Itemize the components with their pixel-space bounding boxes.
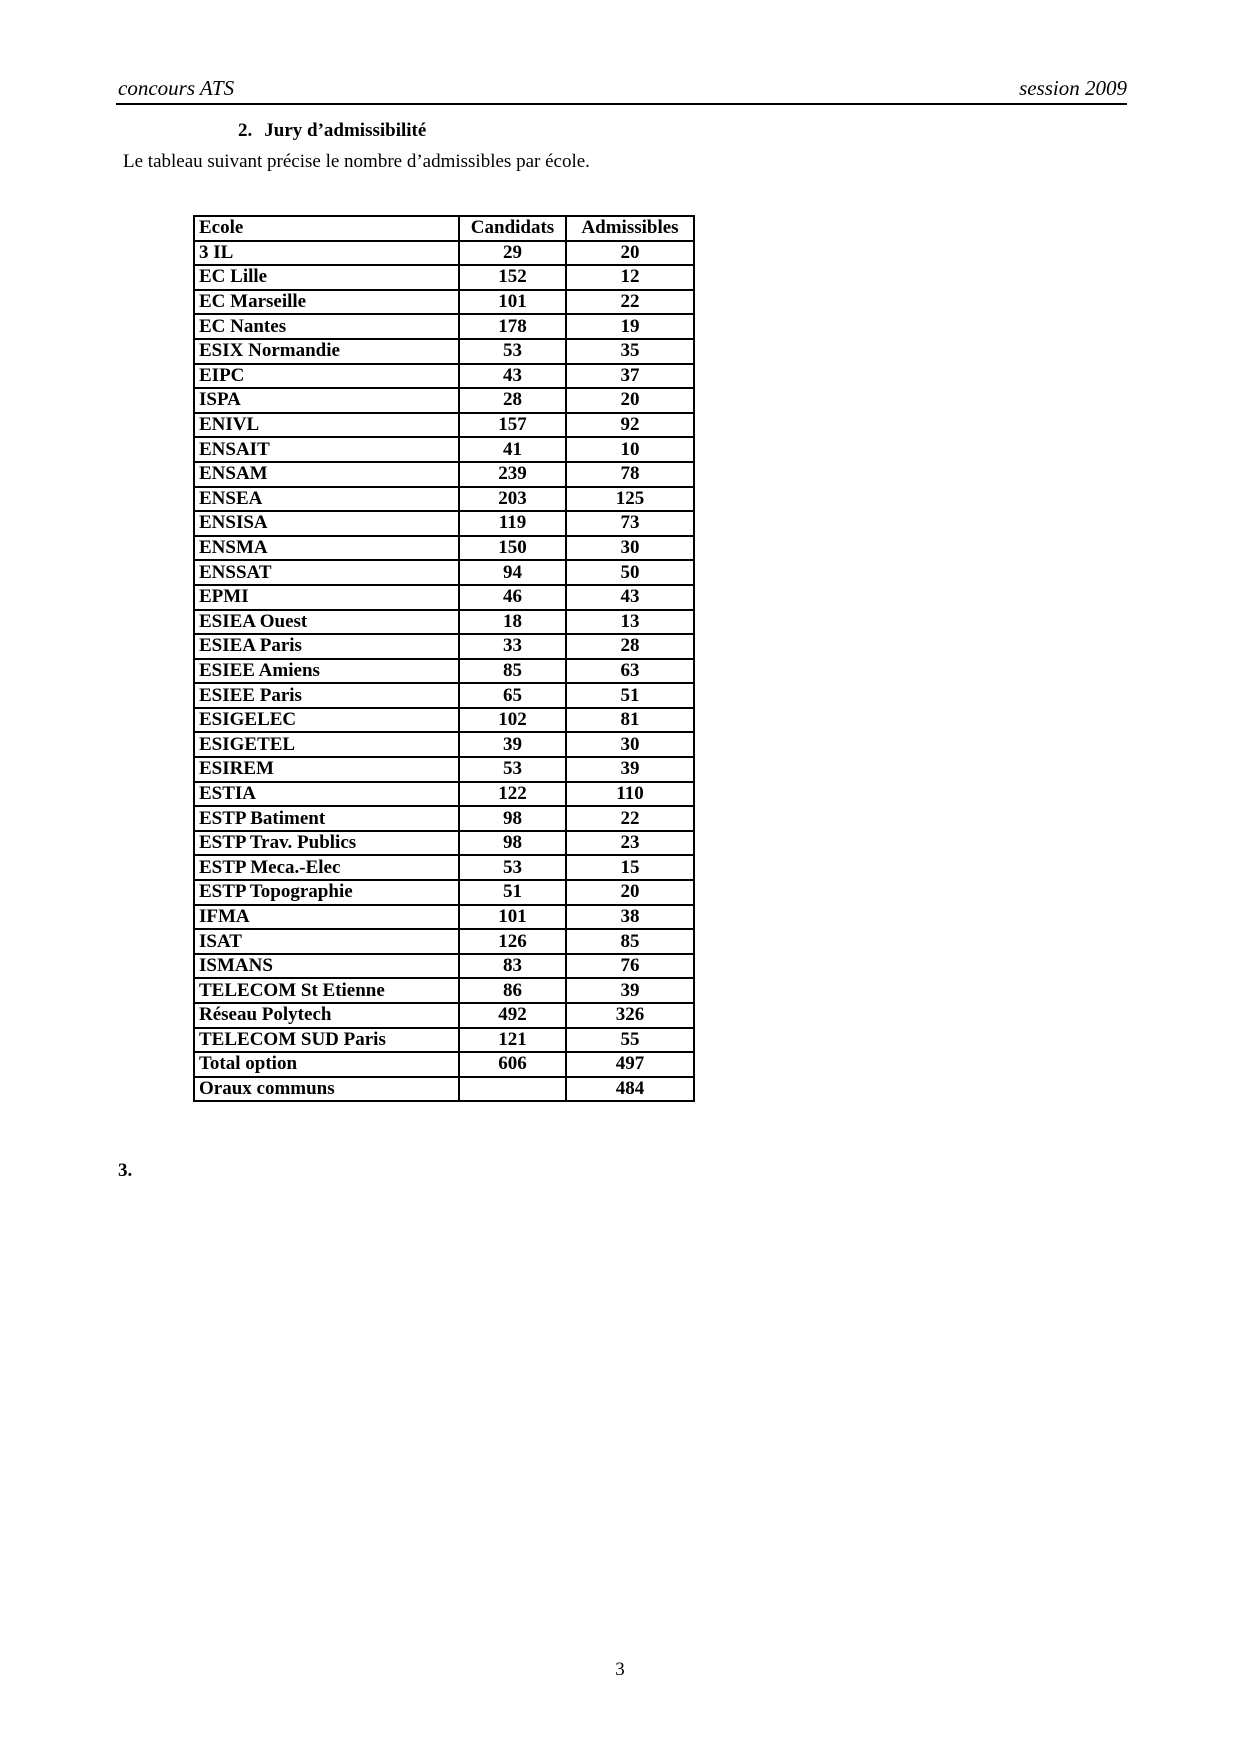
- cell-candidats: 51: [459, 880, 566, 905]
- cell-candidats: 606: [459, 1052, 566, 1077]
- table-row: [194, 732, 694, 757]
- cell-admissibles: 19: [566, 314, 694, 339]
- cell-candidats: 53: [459, 855, 566, 880]
- cell-admissibles: 30: [566, 536, 694, 561]
- table-row: [194, 339, 694, 364]
- cell-admissibles: 43: [566, 585, 694, 610]
- cell-candidats: 18: [459, 610, 566, 635]
- cell-candidats: 86: [459, 978, 566, 1003]
- cell-ecole: ISMANS: [194, 954, 459, 979]
- cell-admissibles: 22: [566, 806, 694, 831]
- cell-admissibles: 125: [566, 487, 694, 512]
- cell-admissibles: 20: [566, 241, 694, 266]
- page-number: 3: [615, 1659, 625, 1680]
- cell-admissibles: 10: [566, 437, 694, 462]
- table-row: [194, 806, 694, 831]
- cell-ecole: ESTP Trav. Publics: [194, 831, 459, 856]
- cell-admissibles: 30: [566, 732, 694, 757]
- cell-admissibles: 81: [566, 708, 694, 733]
- cell-candidats: 98: [459, 831, 566, 856]
- table-header-row: [194, 216, 694, 241]
- table-row: [194, 929, 694, 954]
- cell-ecole: EC Lille: [194, 265, 459, 290]
- cell-candidats: 203: [459, 487, 566, 512]
- cell-ecole: Oraux communs: [194, 1077, 459, 1102]
- intro-paragraph: Le tableau suivant précise le nombre d’admissibles par école.: [123, 151, 590, 172]
- cell-ecole: ISPA: [194, 388, 459, 413]
- cell-ecole: ENIVL: [194, 413, 459, 438]
- cell-ecole: ENSISA: [194, 511, 459, 536]
- cell-admissibles: 22: [566, 290, 694, 315]
- table-row: [194, 610, 694, 635]
- cell-ecole: ESIREM: [194, 757, 459, 782]
- cell-admissibles: 20: [566, 388, 694, 413]
- table-row: [194, 462, 694, 487]
- table-row: [194, 241, 694, 266]
- table-row: [194, 487, 694, 512]
- column-header-ecole: Ecole: [194, 216, 459, 241]
- cell-ecole: ESTP Batiment: [194, 806, 459, 831]
- cell-ecole: ESTP Meca.-Elec: [194, 855, 459, 880]
- cell-ecole: ESIEA Paris: [194, 634, 459, 659]
- cell-admissibles: 110: [566, 782, 694, 807]
- table-row: [194, 265, 694, 290]
- cell-admissibles: 326: [566, 1003, 694, 1028]
- table-row: [194, 683, 694, 708]
- cell-candidats: 101: [459, 290, 566, 315]
- cell-admissibles: 497: [566, 1052, 694, 1077]
- cell-ecole: EIPC: [194, 364, 459, 389]
- table-row: [194, 634, 694, 659]
- cell-ecole: ESTP Topographie: [194, 880, 459, 905]
- cell-ecole: 3 IL: [194, 241, 459, 266]
- table-row: [194, 757, 694, 782]
- table-row: [194, 290, 694, 315]
- cell-admissibles: 37: [566, 364, 694, 389]
- cell-candidats: 83: [459, 954, 566, 979]
- cell-admissibles: 85: [566, 929, 694, 954]
- cell-candidats: 98: [459, 806, 566, 831]
- cell-candidats: 65: [459, 683, 566, 708]
- cell-candidats: 29: [459, 241, 566, 266]
- cell-admissibles: 35: [566, 339, 694, 364]
- cell-candidats: 126: [459, 929, 566, 954]
- cell-admissibles: 484: [566, 1077, 694, 1102]
- cell-ecole: EPMI: [194, 585, 459, 610]
- table-row: [194, 978, 694, 1003]
- next-section-number: 3.: [118, 1160, 133, 1181]
- column-header-candidats: Candidats: [459, 216, 566, 241]
- cell-ecole: ENSAM: [194, 462, 459, 487]
- cell-candidats: 33: [459, 634, 566, 659]
- cell-ecole: ESIEA Ouest: [194, 610, 459, 635]
- table-row: [194, 388, 694, 413]
- cell-candidats: 39: [459, 732, 566, 757]
- cell-admissibles: 51: [566, 683, 694, 708]
- table-row: [194, 1052, 694, 1077]
- admissibles-table: [193, 215, 695, 1102]
- cell-candidats: 28: [459, 388, 566, 413]
- cell-ecole: ENSAIT: [194, 437, 459, 462]
- cell-candidats: 102: [459, 708, 566, 733]
- cell-admissibles: 73: [566, 511, 694, 536]
- cell-candidats: 41: [459, 437, 566, 462]
- cell-ecole: ISAT: [194, 929, 459, 954]
- cell-candidats: [459, 1077, 566, 1102]
- table-row: [194, 413, 694, 438]
- header-divider: [116, 103, 1127, 105]
- cell-admissibles: 15: [566, 855, 694, 880]
- table-row: [194, 855, 694, 880]
- cell-admissibles: 13: [566, 610, 694, 635]
- cell-ecole: EC Nantes: [194, 314, 459, 339]
- table-row: [194, 905, 694, 930]
- table-row: [194, 314, 694, 339]
- table-row: [194, 511, 694, 536]
- cell-admissibles: 39: [566, 757, 694, 782]
- cell-admissibles: 12: [566, 265, 694, 290]
- cell-candidats: 94: [459, 560, 566, 585]
- cell-admissibles: 92: [566, 413, 694, 438]
- column-header-admissibles: Admissibles: [566, 216, 694, 241]
- cell-ecole: ENSMA: [194, 536, 459, 561]
- cell-candidats: 53: [459, 339, 566, 364]
- cell-admissibles: 78: [566, 462, 694, 487]
- section-number: 2.: [238, 120, 253, 141]
- cell-candidats: 178: [459, 314, 566, 339]
- cell-ecole: EC Marseille: [194, 290, 459, 315]
- table-row: [194, 364, 694, 389]
- cell-candidats: 121: [459, 1028, 566, 1053]
- cell-ecole: ESIEE Amiens: [194, 659, 459, 684]
- header-right-session: session 2009: [1019, 76, 1127, 100]
- cell-ecole: ENSEA: [194, 487, 459, 512]
- cell-candidats: 122: [459, 782, 566, 807]
- cell-candidats: 157: [459, 413, 566, 438]
- table-row: [194, 954, 694, 979]
- table-row: [194, 560, 694, 585]
- cell-candidats: 150: [459, 536, 566, 561]
- table-row: [194, 659, 694, 684]
- cell-ecole: Total option: [194, 1052, 459, 1077]
- section-title: Jury d’admissibilité: [264, 120, 427, 141]
- cell-ecole: ESIGELEC: [194, 708, 459, 733]
- section-heading: [238, 120, 426, 142]
- cell-candidats: 85: [459, 659, 566, 684]
- cell-admissibles: 63: [566, 659, 694, 684]
- header-left-title: concours ATS: [118, 76, 235, 100]
- cell-ecole: ESIEE Paris: [194, 683, 459, 708]
- cell-candidats: 152: [459, 265, 566, 290]
- cell-ecole: ENSSAT: [194, 560, 459, 585]
- cell-ecole: TELECOM St Etienne: [194, 978, 459, 1003]
- cell-admissibles: 50: [566, 560, 694, 585]
- cell-ecole: TELECOM SUD Paris: [194, 1028, 459, 1053]
- table-row: [194, 585, 694, 610]
- table-row: [194, 1077, 694, 1102]
- cell-candidats: 53: [459, 757, 566, 782]
- cell-candidats: 239: [459, 462, 566, 487]
- cell-admissibles: 76: [566, 954, 694, 979]
- cell-admissibles: 28: [566, 634, 694, 659]
- cell-ecole: ESIGETEL: [194, 732, 459, 757]
- table-row: [194, 880, 694, 905]
- cell-ecole: ESIX Normandie: [194, 339, 459, 364]
- cell-candidats: 46: [459, 585, 566, 610]
- cell-candidats: 101: [459, 905, 566, 930]
- cell-candidats: 492: [459, 1003, 566, 1028]
- cell-candidats: 43: [459, 364, 566, 389]
- table-row: [194, 437, 694, 462]
- table-row: [194, 831, 694, 856]
- table-row: [194, 782, 694, 807]
- cell-admissibles: 38: [566, 905, 694, 930]
- cell-admissibles: 23: [566, 831, 694, 856]
- cell-ecole: ESTIA: [194, 782, 459, 807]
- cell-admissibles: 20: [566, 880, 694, 905]
- table-row: [194, 536, 694, 561]
- table-row: [194, 1028, 694, 1053]
- cell-admissibles: 39: [566, 978, 694, 1003]
- cell-candidats: 119: [459, 511, 566, 536]
- cell-admissibles: 55: [566, 1028, 694, 1053]
- table-row: [194, 1003, 694, 1028]
- table-row: [194, 708, 694, 733]
- cell-ecole: IFMA: [194, 905, 459, 930]
- table-body: [194, 241, 694, 1102]
- cell-ecole: Réseau Polytech: [194, 1003, 459, 1028]
